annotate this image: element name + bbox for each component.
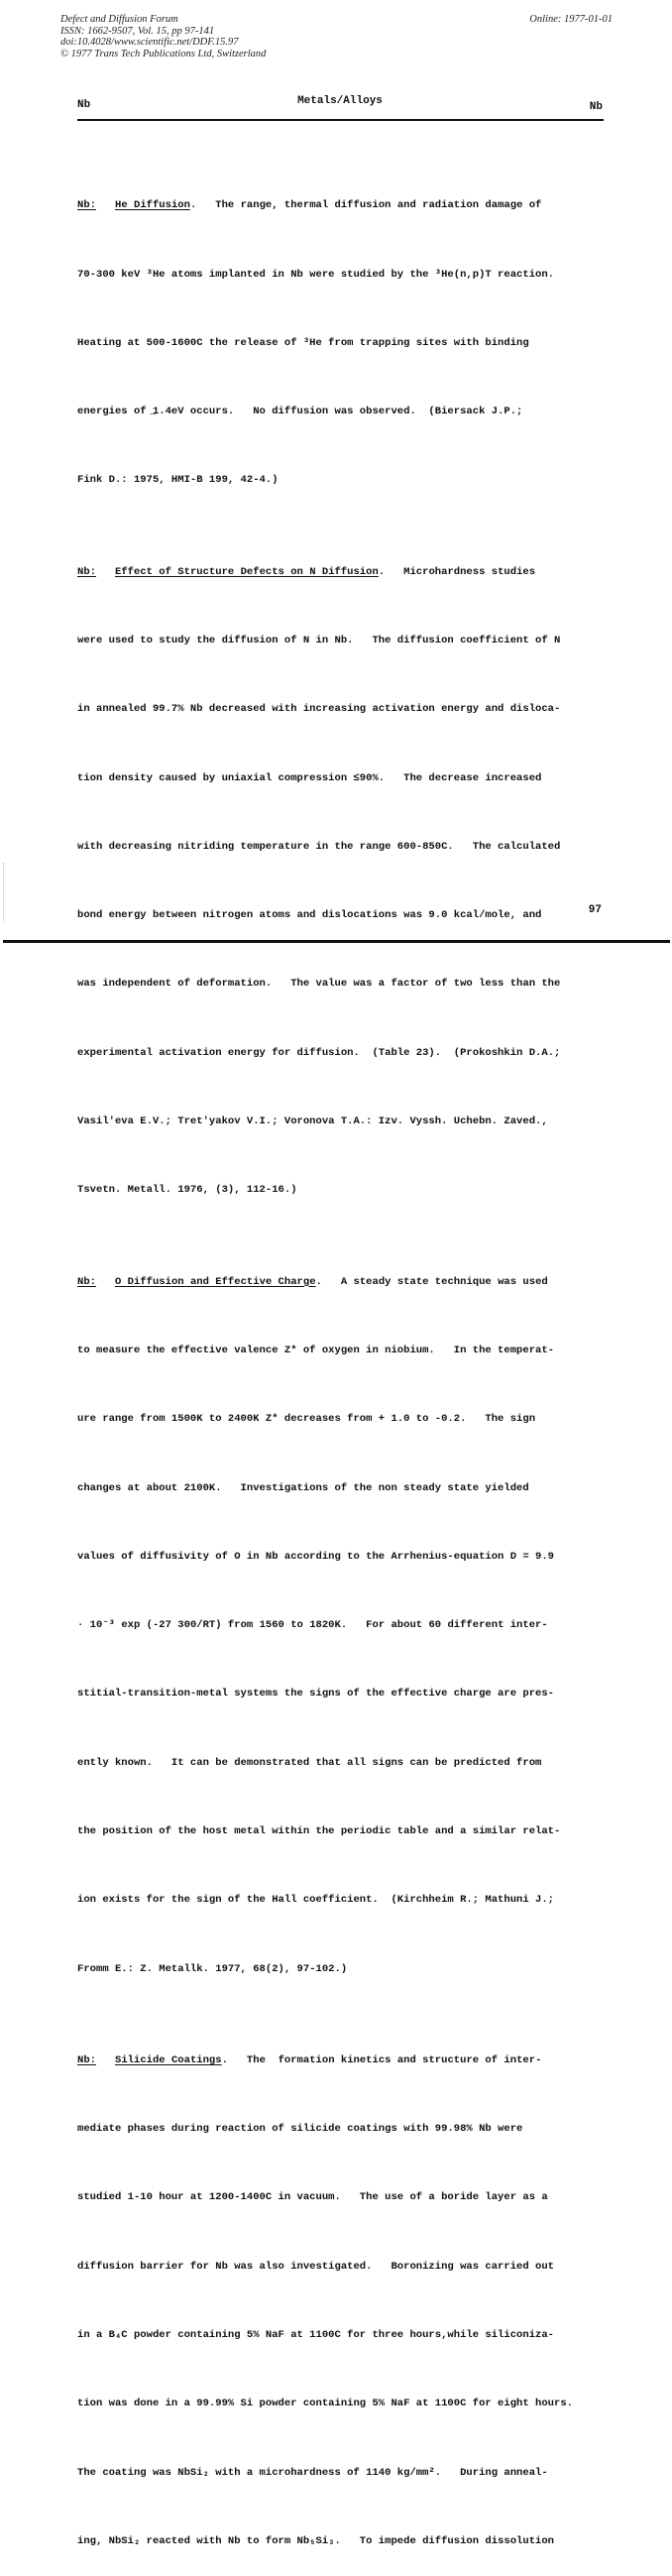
section-prefix: Nb: bbox=[77, 2053, 96, 2066]
running-head-left: Nb bbox=[77, 99, 91, 111]
issn-line: ISSN: 1662-9507, Vol. 15, pp 97-141 bbox=[60, 25, 215, 37]
publication-metadata bbox=[60, 14, 266, 59]
doi-line: doi:10.4028/www.scientific.net/DDF.15.97 bbox=[60, 37, 239, 48]
page-bottom-bar bbox=[3, 940, 670, 943]
copyright-line: © 1977 Trans Tech Publications Ltd, Switzerland bbox=[60, 48, 267, 59]
text-line: Vasil'eva E.V.; Tret'yakov V.I.; Voronova T.A.: Izv. Vyssh. Uchebn. Zaved., bbox=[77, 1115, 548, 1128]
journal-name: Defect and Diffusion Forum bbox=[60, 14, 178, 25]
text-line: to measure the effective valence Z* of oxygen in niobium. In the temperat- bbox=[77, 1344, 555, 1356]
running-head bbox=[77, 95, 603, 115]
text-line: bond energy between nitrogen atoms and dislocations was 9.0 kcal/mole, and bbox=[77, 909, 542, 922]
text-line: stitial-transition-metal systems the signs of the effective charge are pres- bbox=[77, 1688, 555, 1700]
text-line: with decreasing nitriding temperature in the range 600-850C. The calculated bbox=[77, 840, 561, 853]
text-line: in annealed 99.7% Nb decreased with increasing activation energy and disloca- bbox=[77, 703, 561, 716]
text-line: ing, NbSi₂ reacted with Nb to form Nb₅Si₃. To impede diffusion dissolution bbox=[77, 2534, 555, 2547]
text-line: was independent of deformation. The value was a factor of two less than the bbox=[77, 978, 561, 991]
running-head-center: Metals/Alloys bbox=[297, 95, 383, 107]
text-line: ure range from 1500K to 2400K Z* decreases from + 1.0 to -0.2. The sign bbox=[77, 1413, 536, 1426]
text-line: the position of the host metal within the periodic table and a similar relat- bbox=[77, 1824, 561, 1837]
text-line: Fink D.: 1975, HMI-B 199, 42-4.) bbox=[77, 474, 279, 487]
text-line: Heating at 500-1600C the release of ³He from trapping sites with binding bbox=[77, 336, 529, 349]
text-line: were used to study the diffusion of N in Nb. The diffusion coefficient of N bbox=[77, 635, 561, 647]
text-line: ently known. It can be demonstrated that all signs can be predicted from bbox=[77, 1756, 542, 1769]
section-prefix: Nb: bbox=[77, 1275, 96, 1288]
scan-edge-mark bbox=[3, 863, 5, 922]
text-line: in a B₄C powder containing 5% NaF at 1100C for three hours,while siliconiza- bbox=[77, 2329, 555, 2341]
section-title: Silicide Coatings bbox=[115, 2053, 222, 2066]
page-number: 97 bbox=[588, 904, 602, 916]
section-heading-line: Nb: Silicide Coatings. The formation kinetics and structure of inter- bbox=[77, 2053, 542, 2066]
text-line: mediate phases during reaction of silicide coatings with 99.98% Nb were bbox=[77, 2123, 523, 2136]
text-line: energies of ̲1.4eV occurs. No diffusion was observed. (Biersack J.P.; bbox=[77, 406, 523, 418]
text-line: values of diffusivity of O in Nb according to the Arrhenius-equation D = 9.9 bbox=[77, 1550, 555, 1563]
section-title: He Diffusion bbox=[115, 199, 190, 212]
running-head-right: Nb bbox=[589, 101, 603, 113]
section-title: O Diffusion and Effective Charge bbox=[115, 1275, 316, 1288]
text-line: experimental activation energy for diffusion. (Table 23). (Prokoshkin D.A.; bbox=[77, 1046, 561, 1059]
online-date: Online: 1977-01-01 bbox=[529, 14, 613, 25]
text-line: diffusion barrier for Nb was also investigated. Boronizing was carried out bbox=[77, 2260, 555, 2273]
section-prefix: Nb: bbox=[77, 199, 96, 212]
section-heading-line: Nb: O Diffusion and Effective Charge. A steady state technique was used bbox=[77, 1275, 548, 1288]
text-line: Fromm E.: Z. Metallk. 1977, 68(2), 97-102.) bbox=[77, 1962, 348, 1975]
text-line: changes at about 2100K. Investigations of the non steady state yielded bbox=[77, 1481, 529, 1494]
text-line: studied 1-10 hour at 1200-1400C in vacuum. The use of a boride layer as a bbox=[77, 2191, 548, 2204]
text-line: The coating was NbSi₂ with a microhardness of 1140 kg/mm². During anneal- bbox=[77, 2466, 548, 2479]
text-line: Tsvetn. Metall. 1976, (3), 112-16.) bbox=[77, 1184, 297, 1197]
text-line: ion exists for the sign of the Hall coefficient. (Kirchheim R.; Mathuni J.; bbox=[77, 1894, 555, 1907]
text-line: tion density caused by uniaxial compression ≤90%. The decrease increased bbox=[77, 771, 542, 784]
article-body bbox=[77, 126, 632, 2576]
section-heading-line: Nb: He Diffusion. The range, thermal diffusion and radiation damage of bbox=[77, 199, 542, 212]
text-line: tion was done in a 99.99% Si powder containing 5% NaF at 1100C for eight hours. bbox=[77, 2398, 574, 2410]
section-heading-line: Nb: Effect of Structure Defects on N Diffusion. Microhardness studies bbox=[77, 565, 536, 578]
text-line: · 10⁻³ exp (-27 300/RT) from 1560 to 1820K. For about 60 different inter- bbox=[77, 1619, 548, 1632]
section-prefix: Nb: bbox=[77, 565, 96, 578]
header-rule bbox=[77, 119, 604, 121]
text-line: 70-300 keV ³He atoms implanted in Nb were studied by the ³He(n,p)T reaction. bbox=[77, 268, 555, 281]
section-title: Effect of Structure Defects on N Diffusion bbox=[115, 565, 379, 578]
